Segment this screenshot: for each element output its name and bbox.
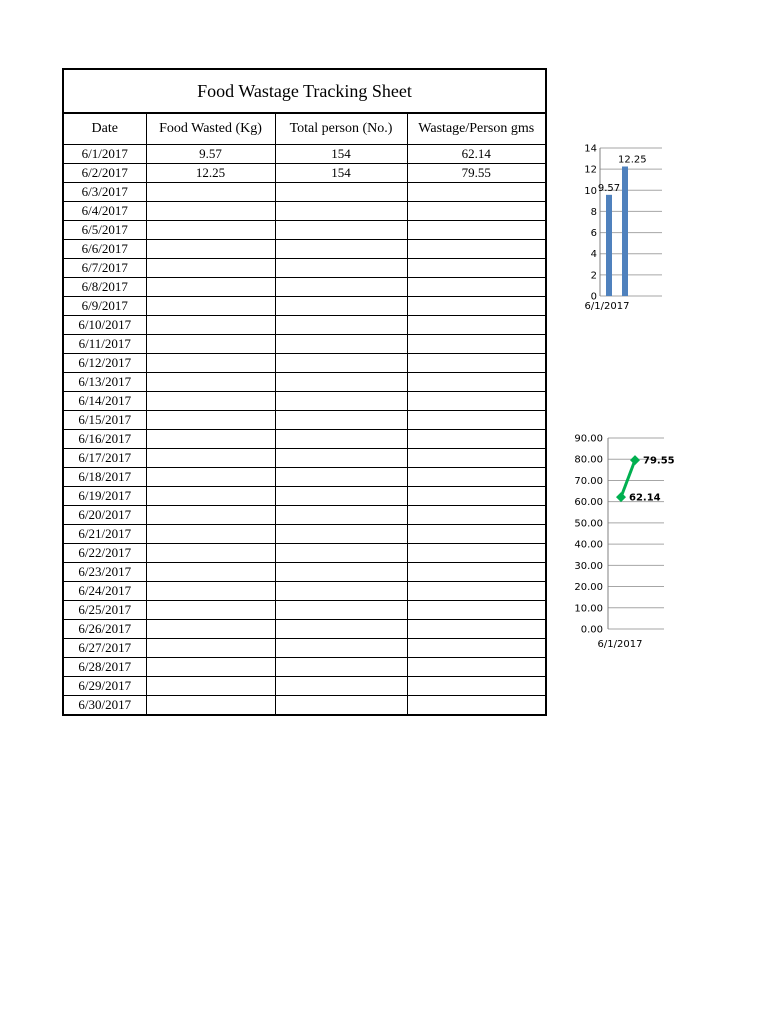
cell-food-wasted[interactable] [146, 335, 275, 354]
table-row [63, 563, 546, 582]
cell-wastage-per-person[interactable] [407, 430, 546, 449]
cell-total-person[interactable] [275, 563, 407, 582]
table-row [63, 392, 546, 411]
table-row [63, 677, 546, 696]
table-row [63, 506, 546, 525]
cell-wastage-per-person[interactable] [407, 696, 546, 716]
cell-food-wasted[interactable] [146, 449, 275, 468]
cell-food-wasted[interactable] [146, 601, 275, 620]
x-tick-label: 6/1/2017 [584, 301, 630, 312]
cell-food-wasted[interactable] [146, 221, 275, 240]
cell-total-person[interactable] [275, 696, 407, 716]
food-wastage-table [62, 68, 547, 716]
cell-wastage-per-person[interactable] [407, 582, 546, 601]
y-tick-label: 12 [584, 164, 597, 176]
data-point [630, 455, 640, 465]
table-row [63, 202, 546, 221]
table-row [63, 639, 546, 658]
cell-date[interactable]: 6/18/2017 [63, 468, 146, 487]
cell-date[interactable]: 6/14/2017 [63, 392, 146, 411]
cell-total-person[interactable] [275, 468, 407, 487]
table-row [63, 259, 546, 278]
cell-total-person[interactable] [275, 202, 407, 221]
cell-wastage-per-person[interactable] [407, 468, 546, 487]
cell-total-person[interactable] [275, 658, 407, 677]
cell-date[interactable]: 6/2/2017 [63, 164, 146, 183]
cell-date[interactable]: 6/16/2017 [63, 430, 146, 449]
cell-food-wasted[interactable] [146, 487, 275, 506]
cell-wastage-per-person[interactable] [407, 601, 546, 620]
cell-total-person[interactable] [275, 677, 407, 696]
header-date: Date [63, 113, 146, 145]
cell-date[interactable]: 6/11/2017 [63, 335, 146, 354]
cell-food-wasted[interactable] [146, 259, 275, 278]
cell-food-wasted[interactable] [146, 696, 275, 716]
cell-date[interactable]: 6/28/2017 [63, 658, 146, 677]
cell-wastage-per-person[interactable] [407, 620, 546, 639]
cell-date[interactable]: 6/6/2017 [63, 240, 146, 259]
y-tick-label: 60.00 [574, 497, 603, 509]
cell-wastage-per-person[interactable] [407, 240, 546, 259]
cell-total-person[interactable] [275, 278, 407, 297]
cell-date[interactable]: 6/20/2017 [63, 506, 146, 525]
table-row [63, 658, 546, 677]
cell-total-person[interactable] [275, 183, 407, 202]
cell-date[interactable]: 6/9/2017 [63, 297, 146, 316]
cell-date[interactable]: 6/22/2017 [63, 544, 146, 563]
cell-date[interactable]: 6/26/2017 [63, 620, 146, 639]
table-row [63, 525, 546, 544]
table-row [63, 145, 546, 164]
cell-food-wasted[interactable]: 9.57 [146, 145, 275, 164]
cell-total-person[interactable] [275, 240, 407, 259]
table-row [63, 487, 546, 506]
cell-food-wasted[interactable] [146, 297, 275, 316]
cell-wastage-per-person[interactable] [407, 525, 546, 544]
table-body [63, 145, 546, 716]
y-tick-label: 50.00 [574, 518, 603, 530]
cell-wastage-per-person[interactable] [407, 506, 546, 525]
cell-wastage-per-person[interactable] [407, 544, 546, 563]
bar-data-label: 12.25 [618, 154, 647, 166]
cell-total-person[interactable] [275, 297, 407, 316]
y-tick-label: 4 [590, 249, 597, 261]
cell-food-wasted[interactable] [146, 430, 275, 449]
cell-wastage-per-person[interactable] [407, 392, 546, 411]
cell-wastage-per-person[interactable]: 79.55 [407, 164, 546, 183]
cell-food-wasted[interactable] [146, 582, 275, 601]
cell-wastage-per-person[interactable] [407, 335, 546, 354]
cell-food-wasted[interactable] [146, 677, 275, 696]
table-row [63, 582, 546, 601]
y-tick-label: 90.00 [574, 433, 603, 445]
cell-wastage-per-person[interactable]: 62.14 [407, 145, 546, 164]
cell-wastage-per-person[interactable] [407, 221, 546, 240]
cell-total-person[interactable] [275, 316, 407, 335]
table-row [63, 240, 546, 259]
cell-wastage-per-person[interactable] [407, 259, 546, 278]
cell-date[interactable]: 6/23/2017 [63, 563, 146, 582]
line-data-label: 62.14 [629, 492, 661, 504]
cell-food-wasted[interactable] [146, 563, 275, 582]
cell-food-wasted[interactable] [146, 639, 275, 658]
cell-food-wasted[interactable] [146, 392, 275, 411]
y-tick-label: 70.00 [574, 475, 603, 487]
header-wastage-per-person: Wastage/Person gms [407, 113, 546, 145]
cell-date[interactable]: 6/7/2017 [63, 259, 146, 278]
cell-total-person[interactable]: 154 [275, 145, 407, 164]
cell-wastage-per-person[interactable] [407, 639, 546, 658]
table-row [63, 164, 546, 183]
cell-date[interactable]: 6/27/2017 [63, 639, 146, 658]
cell-date[interactable]: 6/1/2017 [63, 145, 146, 164]
y-tick-label: 2 [590, 270, 597, 282]
cell-total-person[interactable] [275, 449, 407, 468]
cell-wastage-per-person[interactable] [407, 487, 546, 506]
cell-total-person[interactable] [275, 221, 407, 240]
cell-food-wasted[interactable] [146, 354, 275, 373]
cell-total-person[interactable] [275, 601, 407, 620]
header-food-wasted: Food Wasted (Kg) [146, 113, 275, 145]
cell-total-person[interactable] [275, 392, 407, 411]
cell-date[interactable]: 6/25/2017 [63, 601, 146, 620]
wastage-per-person-line-chart [560, 430, 675, 660]
cell-food-wasted[interactable] [146, 658, 275, 677]
cell-food-wasted[interactable]: 12.25 [146, 164, 275, 183]
cell-wastage-per-person[interactable] [407, 677, 546, 696]
cell-food-wasted[interactable] [146, 278, 275, 297]
y-tick-label: 20.00 [574, 582, 603, 594]
line-data-label: 79.55 [643, 455, 675, 467]
cell-total-person[interactable] [275, 525, 407, 544]
cell-food-wasted[interactable] [146, 506, 275, 525]
table-row [63, 221, 546, 240]
cell-food-wasted[interactable] [146, 183, 275, 202]
cell-date[interactable]: 6/10/2017 [63, 316, 146, 335]
cell-food-wasted[interactable] [146, 202, 275, 221]
cell-date[interactable]: 6/13/2017 [63, 373, 146, 392]
cell-total-person[interactable] [275, 506, 407, 525]
y-tick-label: 6 [590, 228, 597, 240]
cell-food-wasted[interactable] [146, 316, 275, 335]
y-tick-label: 30.00 [574, 560, 603, 572]
cell-total-person[interactable] [275, 335, 407, 354]
y-tick-label: 0.00 [580, 624, 603, 636]
series-line [621, 460, 635, 497]
cell-food-wasted[interactable] [146, 240, 275, 259]
cell-food-wasted[interactable] [146, 525, 275, 544]
table-row [63, 620, 546, 639]
cell-date[interactable]: 6/5/2017 [63, 221, 146, 240]
cell-food-wasted[interactable] [146, 411, 275, 430]
table-row [63, 297, 546, 316]
table-row [63, 449, 546, 468]
table-row [63, 411, 546, 430]
table-row [63, 373, 546, 392]
data-point [616, 492, 626, 502]
cell-wastage-per-person[interactable] [407, 411, 546, 430]
cell-wastage-per-person[interactable] [407, 202, 546, 221]
cell-food-wasted[interactable] [146, 620, 275, 639]
cell-total-person[interactable] [275, 354, 407, 373]
bar [622, 167, 628, 297]
cell-total-person[interactable] [275, 430, 407, 449]
cell-food-wasted[interactable] [146, 373, 275, 392]
table-row [63, 601, 546, 620]
y-tick-label: 8 [590, 206, 597, 218]
table-row [63, 335, 546, 354]
sheet-title: Food Wastage Tracking Sheet [63, 69, 546, 113]
cell-total-person[interactable]: 154 [275, 164, 407, 183]
cell-total-person[interactable] [275, 639, 407, 658]
cell-total-person[interactable] [275, 487, 407, 506]
cell-date[interactable]: 6/29/2017 [63, 677, 146, 696]
cell-date[interactable]: 6/24/2017 [63, 582, 146, 601]
cell-wastage-per-person[interactable] [407, 278, 546, 297]
y-tick-label: 10 [584, 185, 597, 197]
bar [606, 195, 612, 296]
cell-wastage-per-person[interactable] [407, 449, 546, 468]
table-row [63, 544, 546, 563]
cell-wastage-per-person[interactable] [407, 316, 546, 335]
bar-data-label: 9.57 [597, 182, 621, 194]
table-row [63, 696, 546, 716]
y-tick-label: 40.00 [574, 539, 603, 551]
food-wasted-bar-chart [570, 140, 670, 320]
cell-date[interactable]: 6/21/2017 [63, 525, 146, 544]
cell-date[interactable]: 6/19/2017 [63, 487, 146, 506]
table-row [63, 354, 546, 373]
cell-date[interactable]: 6/12/2017 [63, 354, 146, 373]
y-tick-label: 14 [584, 143, 597, 155]
cell-food-wasted[interactable] [146, 544, 275, 563]
cell-total-person[interactable] [275, 411, 407, 430]
table-row [63, 430, 546, 449]
cell-total-person[interactable] [275, 373, 407, 392]
x-tick-label: 6/1/2017 [597, 639, 643, 650]
y-tick-label: 0 [590, 291, 597, 303]
cell-wastage-per-person[interactable] [407, 563, 546, 582]
table-row [63, 278, 546, 297]
cell-wastage-per-person[interactable] [407, 373, 546, 392]
cell-date[interactable]: 6/4/2017 [63, 202, 146, 221]
cell-total-person[interactable] [275, 544, 407, 563]
table-row [63, 316, 546, 335]
y-tick-label: 80.00 [574, 454, 603, 466]
table-row [63, 468, 546, 487]
table-row [63, 183, 546, 202]
cell-date[interactable]: 6/3/2017 [63, 183, 146, 202]
cell-total-person[interactable] [275, 620, 407, 639]
cell-date[interactable]: 6/17/2017 [63, 449, 146, 468]
cell-wastage-per-person[interactable] [407, 658, 546, 677]
cell-date[interactable]: 6/30/2017 [63, 696, 146, 716]
cell-wastage-per-person[interactable] [407, 183, 546, 202]
cell-food-wasted[interactable] [146, 468, 275, 487]
y-tick-label: 10.00 [574, 603, 603, 615]
header-total-person: Total person (No.) [275, 113, 407, 145]
cell-wastage-per-person[interactable] [407, 297, 546, 316]
cell-total-person[interactable] [275, 582, 407, 601]
cell-total-person[interactable] [275, 259, 407, 278]
cell-date[interactable]: 6/8/2017 [63, 278, 146, 297]
cell-date[interactable]: 6/15/2017 [63, 411, 146, 430]
cell-wastage-per-person[interactable] [407, 354, 546, 373]
